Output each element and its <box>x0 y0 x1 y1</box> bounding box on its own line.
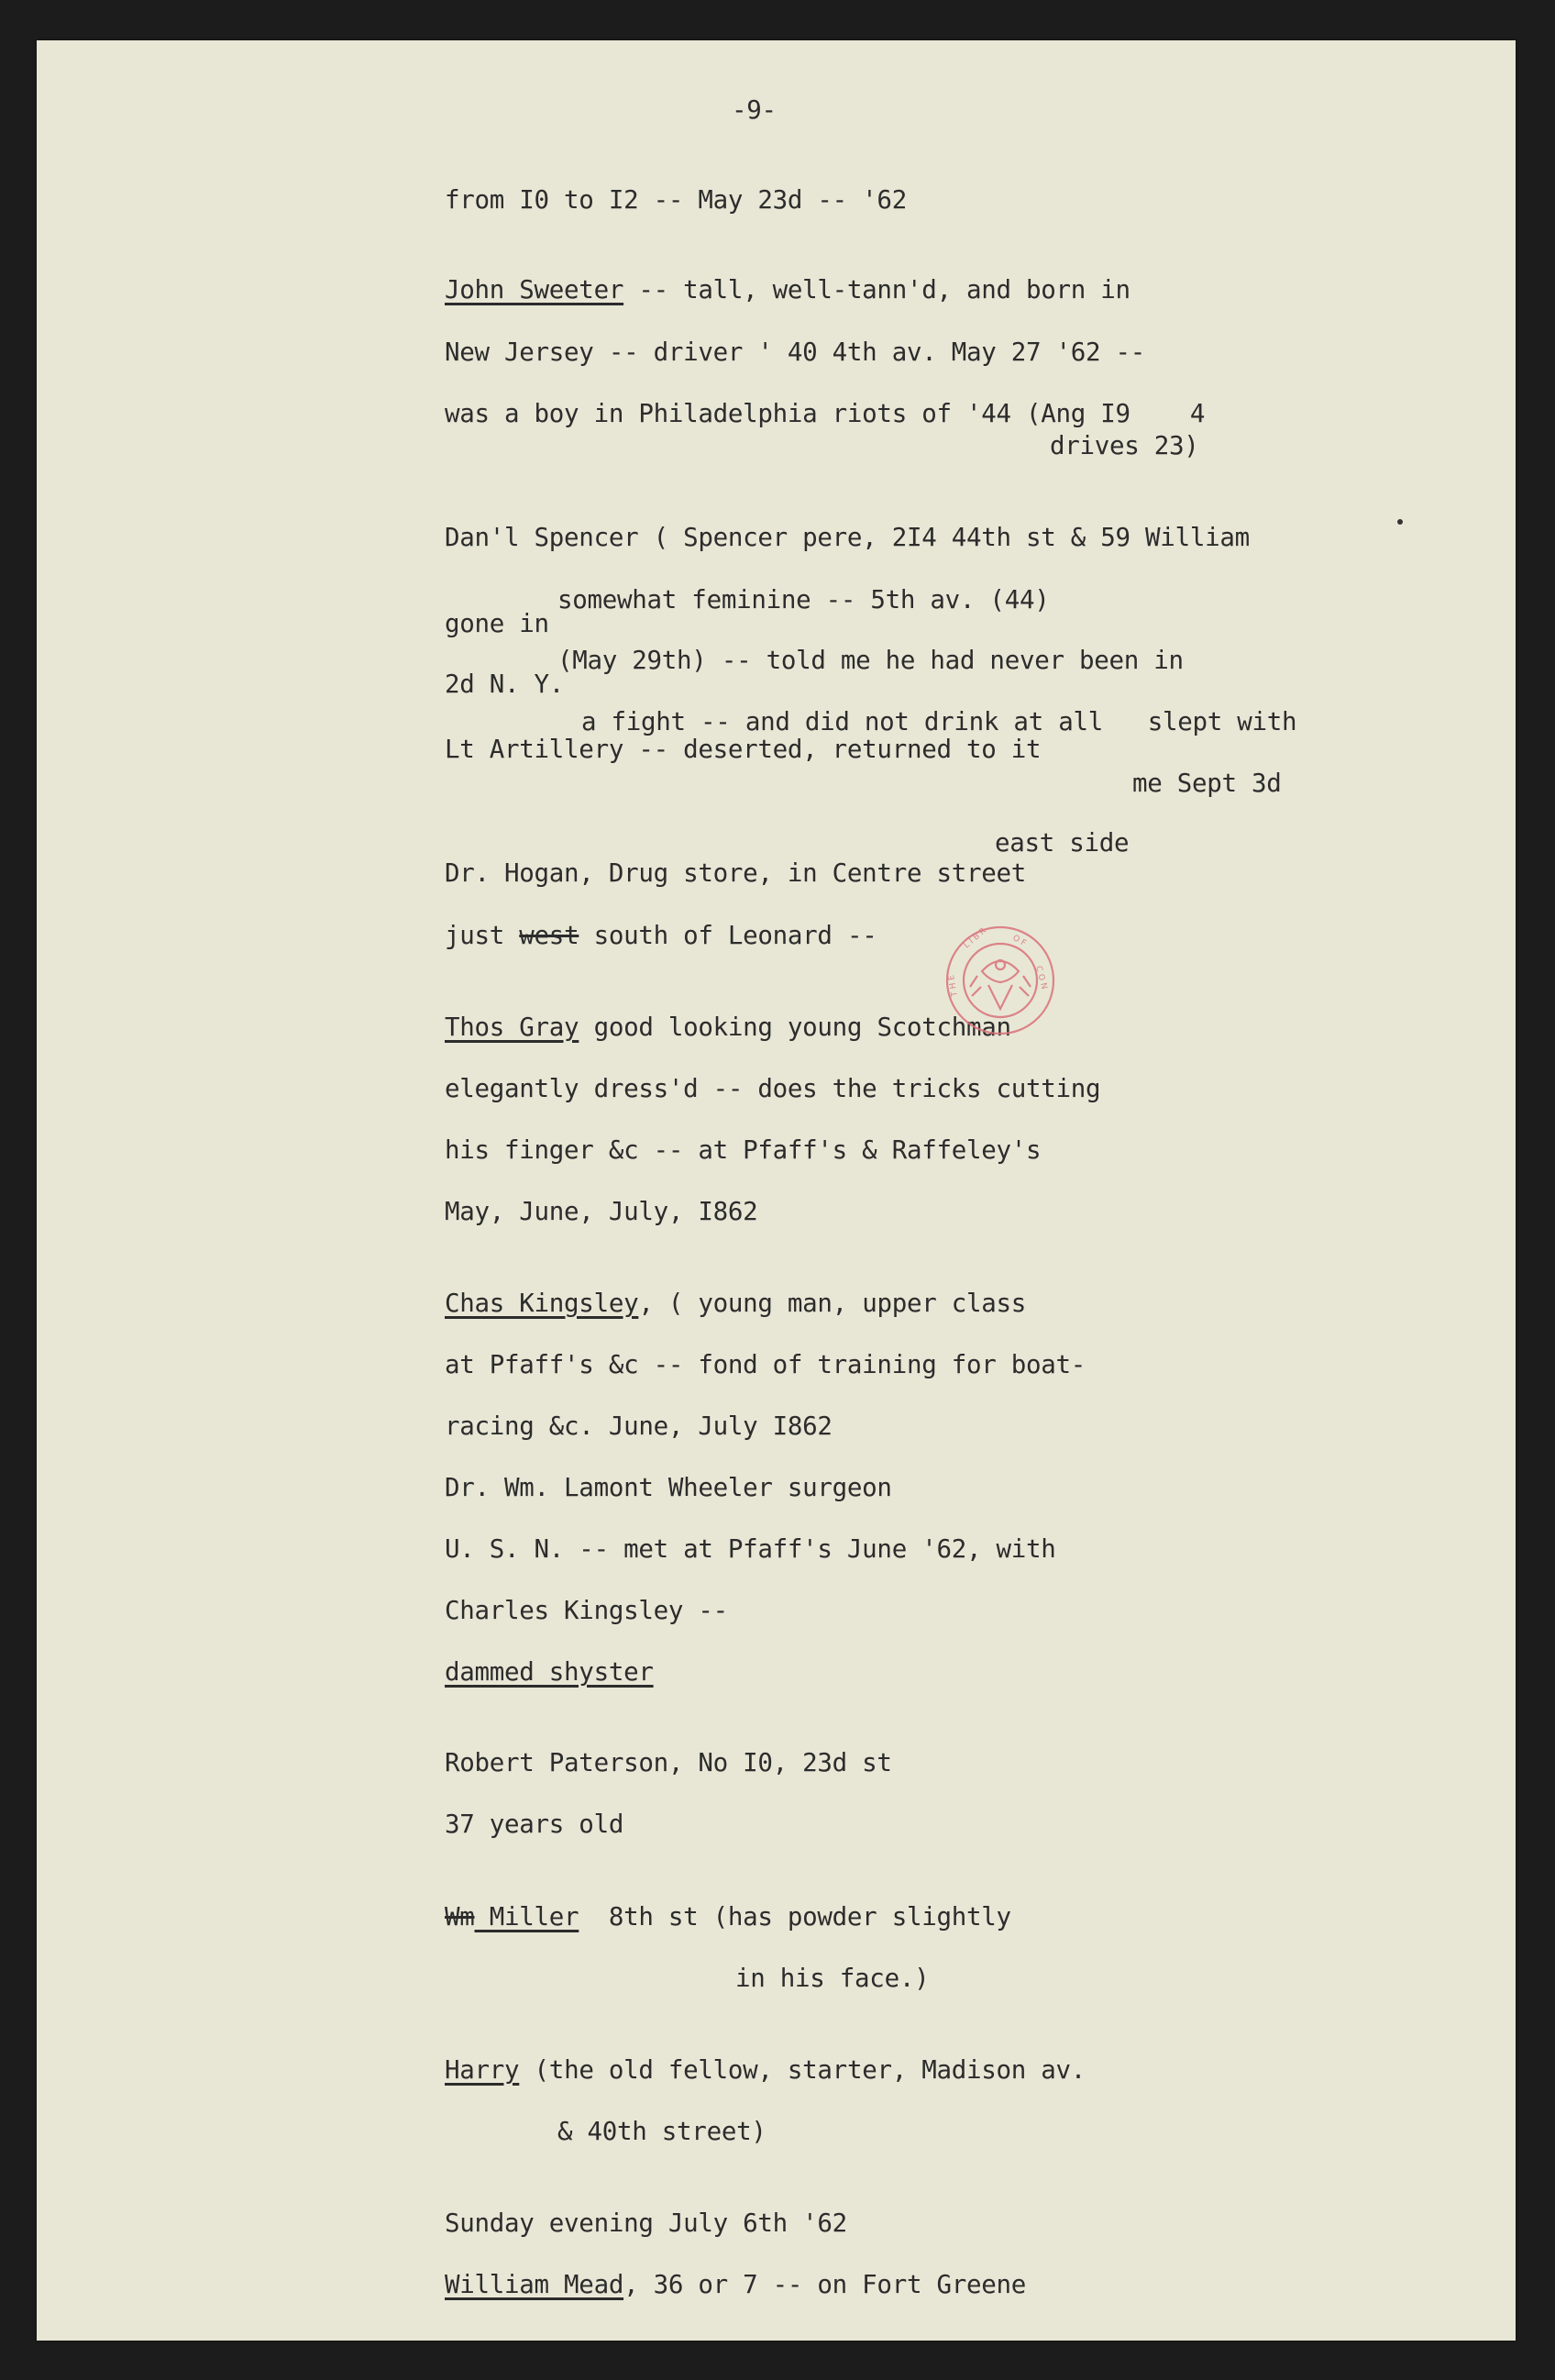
text-line: 2d N. Y. <box>445 670 565 699</box>
text-line: his finger &c -- at Pfaff's & Raffeley's <box>445 1135 1042 1165</box>
text-line <box>445 1289 1026 1318</box>
text-line: U. S. N. -- met at Pfaff's June '62, with <box>445 1534 1056 1564</box>
text-line: Robert Paterson, No I0, 23d st <box>445 1748 892 1777</box>
line-text: (the old fellow, starter, Madison av. <box>519 2055 1086 2085</box>
line-text: good looking young Scotchman <box>579 1013 1011 1042</box>
svg-text:T H E: T H E <box>946 974 960 998</box>
text-line: drives 23) <box>1050 431 1199 460</box>
text-line <box>445 1013 1011 1042</box>
document-page <box>37 40 1516 2341</box>
struck-word: Wm <box>445 1902 475 1932</box>
text-line: at Pfaff's &c -- fond of training for boat- <box>445 1350 1086 1379</box>
svg-text:L I B R: L I B R <box>962 926 988 951</box>
text-line: somewhat feminine -- 5th av. (44) <box>557 585 1050 614</box>
text-line: was a boy in Philadelphia riots of '44 (Ang I9 4 <box>445 399 1206 428</box>
line-text: 8th st (has powder slightly <box>579 1902 1011 1932</box>
text-line: (May 29th) -- told me he had never been in <box>557 646 1184 675</box>
text-line: 37 years old <box>445 1810 624 1839</box>
line-text: south of Leonard -- <box>579 921 877 950</box>
text-line <box>445 2270 1026 2299</box>
underlined-name: Chas Kingsley <box>445 1289 639 1318</box>
text-line: Dan'l Spencer ( Spencer pere, 2I4 44th st & 59 William <box>445 523 1250 552</box>
text-line: Charles Kingsley -- <box>445 1596 728 1625</box>
text-line: New Jersey -- driver ' 40 4th av. May 27 '62 -- <box>445 338 1146 367</box>
text-line <box>445 275 1130 304</box>
text-line <box>445 2055 1086 2085</box>
underlined-name: Harry <box>445 2055 520 2085</box>
text-line: me Sept 3d <box>1132 769 1282 798</box>
line-text: just <box>445 921 520 950</box>
inserted-text: east side <box>995 828 1130 858</box>
text-line: Sunday evening July 6th '62 <box>445 2208 847 2238</box>
struck-word: west <box>519 921 579 950</box>
underlined-name: Thos Gray <box>445 1013 579 1042</box>
library-of-congress-stamp <box>941 921 1060 1040</box>
text-line: & 40th street) <box>557 2117 766 2146</box>
text-line: May, June, July, I862 <box>445 1197 758 1226</box>
text-line: elegantly dress'd -- does the tricks cutting <box>445 1074 1101 1103</box>
svg-text:C O N: C O N <box>1033 965 1049 991</box>
underlined-name: John Sweeter <box>445 275 624 304</box>
ink-spot <box>1397 519 1403 525</box>
text-line <box>445 1902 1011 1932</box>
svg-text:O F: O F <box>1010 933 1028 949</box>
text-line: a fight -- and did not drink at all slept with <box>581 707 1297 736</box>
text-line <box>445 921 877 950</box>
text-line: gone in <box>445 609 549 638</box>
text-line: in his face.) <box>735 1964 930 1993</box>
text-line: Lt Artillery -- deserted, returned to it <box>445 735 1042 764</box>
page-number: -9- <box>732 95 777 125</box>
line-text: -- tall, well-tann'd, and born in <box>623 275 1130 304</box>
underlined-line: dammed shyster <box>445 1657 654 1687</box>
underlined-name: Miller <box>474 1902 579 1932</box>
text-line: Dr. Hogan, Drug store, in Centre street <box>445 858 1026 888</box>
text-line: Dr. Wm. Lamont Wheeler surgeon <box>445 1473 892 1502</box>
text-line: from I0 to I2 -- May 23d -- '62 <box>445 185 907 215</box>
underlined-name: William Mead <box>445 2270 624 2299</box>
line-text: , ( young man, upper class <box>638 1289 1027 1318</box>
line-text: , 36 or 7 -- on Fort Greene <box>623 2270 1027 2299</box>
text-line: racing &c. June, July I862 <box>445 1411 833 1441</box>
